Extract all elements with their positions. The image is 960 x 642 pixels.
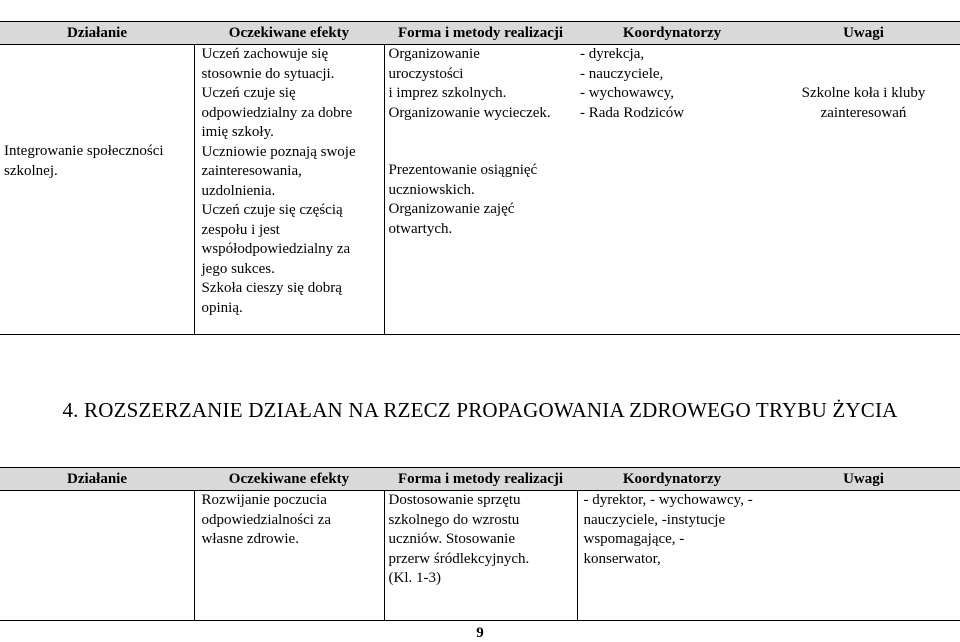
header-koordynatorzy: Koordynatorzy bbox=[577, 468, 767, 491]
header-oczekiwane-efekty: Oczekiwane efekty bbox=[194, 468, 384, 491]
action-text: Integrowanie społeczności szkolnej. bbox=[4, 143, 164, 179]
header-koordynatorzy: Koordynatorzy bbox=[577, 22, 767, 45]
table-header-row bbox=[0, 22, 960, 45]
table-header-row bbox=[0, 468, 960, 491]
coordinators-text: - dyrektor, - wychowawcy, - nauczyciele, -instytucje wspomagające, - konserwator, bbox=[583, 492, 753, 567]
header-dzialanie: Działanie bbox=[0, 22, 194, 45]
table-row bbox=[0, 491, 960, 621]
effects-cell bbox=[194, 491, 384, 621]
activities-table-1 bbox=[0, 21, 960, 335]
notes-cell bbox=[767, 45, 960, 335]
header-forma-i-metody: Forma i metody realizacji bbox=[384, 22, 577, 45]
page-number: 9 bbox=[476, 625, 484, 641]
effects-text: Rozwijanie poczucia odpowiedzialności za własne zdrowie. bbox=[201, 492, 332, 547]
coordinators-cell bbox=[577, 491, 767, 621]
header-uwagi: Uwagi bbox=[767, 468, 960, 491]
action-cell bbox=[0, 45, 194, 335]
forms-cell bbox=[384, 491, 577, 621]
table-row bbox=[0, 45, 960, 335]
activities-table-2 bbox=[0, 467, 960, 621]
notes-text: Szkolne koła i kluby zainteresowań bbox=[801, 85, 926, 121]
coordinators-cell bbox=[577, 45, 767, 335]
effects-cell bbox=[194, 45, 384, 335]
notes-cell bbox=[767, 491, 960, 621]
forms-text: Dostosowanie sprzętu szkolnego do wzrostu uczniów. Stosowanie przerw śródlekcyjnych. (Kl. 1-3) bbox=[388, 492, 530, 586]
forms-text-b: Prezentowanie osiągnięć uczniowskich. Organizowanie zajęć otwartych. bbox=[388, 162, 538, 237]
action-cell bbox=[0, 491, 194, 621]
header-dzialanie: Działanie bbox=[0, 468, 194, 491]
header-oczekiwane-efekty: Oczekiwane efekty bbox=[194, 22, 384, 45]
forms-text-a: Organizowanie uroczystości i imprez szkolnych. Organizowanie wycieczek. bbox=[388, 46, 551, 121]
section-title: 4. ROZSZERZANIE DZIAŁAN NA RZECZ PROPAGOWANIA ZDROWEGO TRYBU ŻYCIA bbox=[62, 398, 898, 422]
forms-cell bbox=[384, 45, 577, 335]
effects-text: Uczeń zachowuje się stosownie do sytuacji. Uczeń czuje się odpowiedzialny za dobre imię szkoły. Uczniowie poznają swoje zainteresowania, uzdolnienia. Uczeń czuje się częścią zespołu i jest współodpowiedzialny za jego sukces. Szkoła cieszy się dobrą opinią. bbox=[201, 46, 356, 316]
coordinators-text: - dyrekcja, - nauczyciele, - wychowawcy, - Rada Rodziców bbox=[580, 46, 685, 121]
header-uwagi: Uwagi bbox=[767, 22, 960, 45]
header-forma-i-metody: Forma i metody realizacji bbox=[384, 468, 577, 491]
